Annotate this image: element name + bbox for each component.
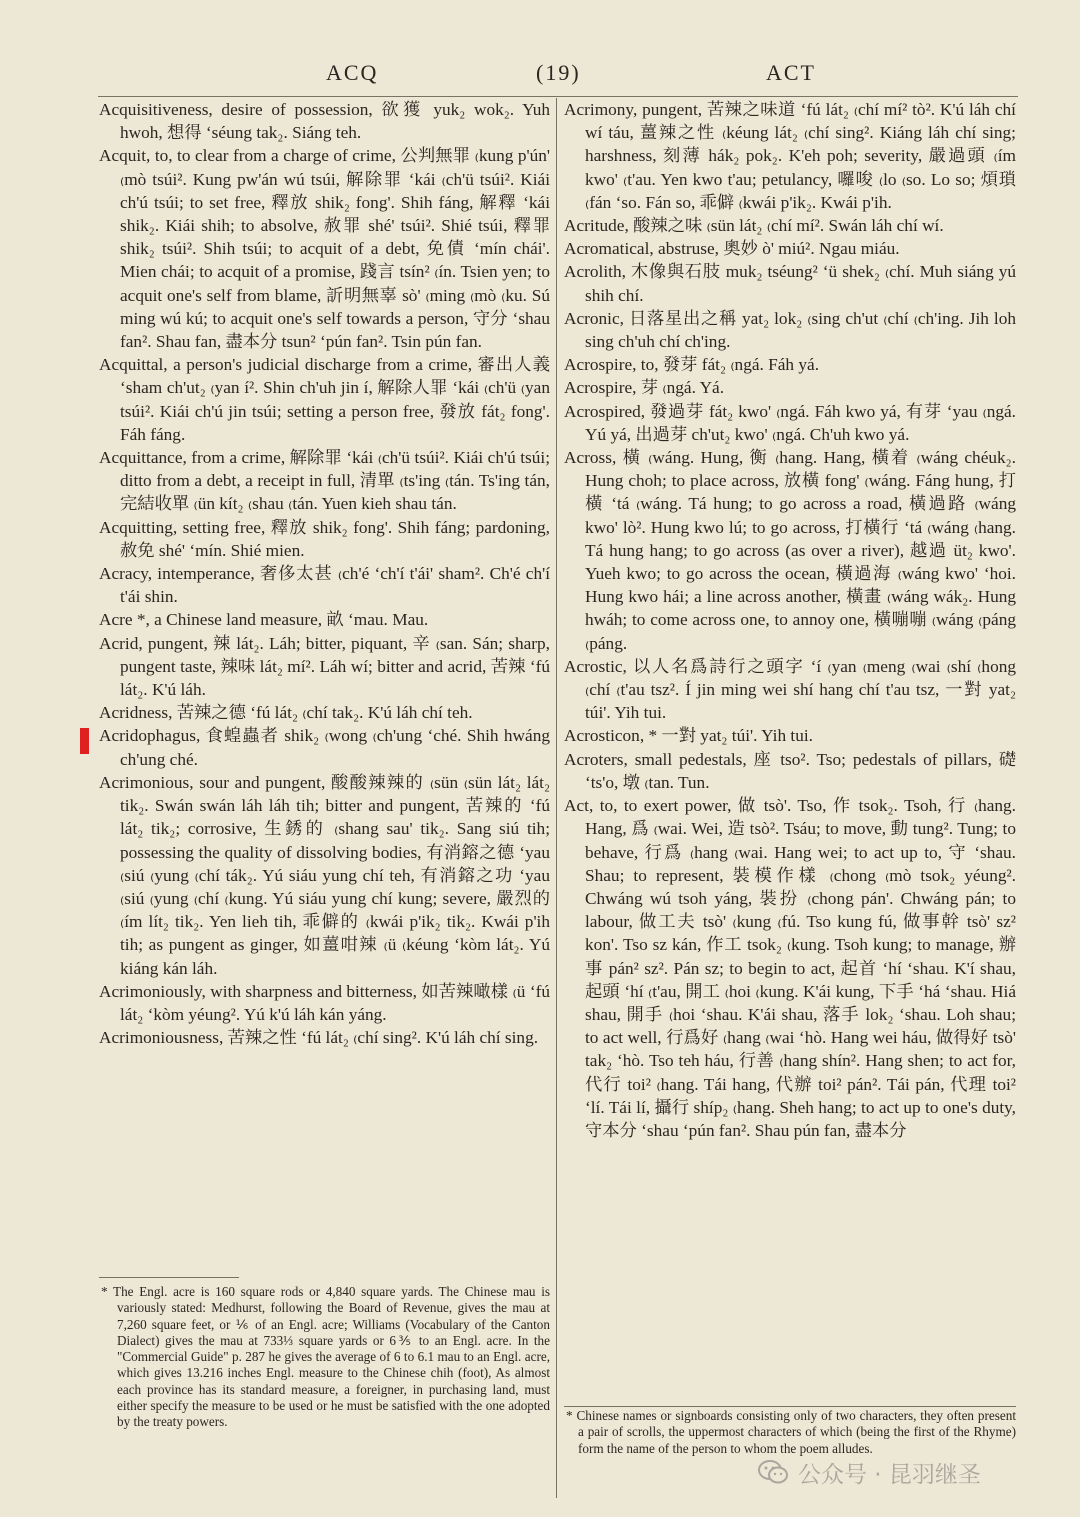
entry-acquittal: Acquittal, a person's judicial discharge from a crime, 審出人義 ʻsham ch'ut₂ ₍yan í². Shin ch'uh jin í, 解除人罪 ʻkái ₍ch'ü ₍yan tsúi². Kiái ch'ú jin tsúi; setting a person free, 發放 fát₂ fong'. Fáh fáng. xyxy=(99,355,550,444)
entry-acquitting: Acquitting, setting free, 釋放 shik₂ fong'. Shih fáng; pardoning, 赦免 shé' ʻmín. Shié mien. xyxy=(99,517,550,560)
entry-acrospired: Acrospired, 發過芽 fát₂ kwo' ₍ngá. Fáh kwo yá, 有芽 ʻyau ₍ngá. Yú yá, 出過芽 ch'ut₂ kwo' ₍ngá. Ch'uh kwo yá. xyxy=(564,401,1016,444)
watermark-text: 公众号 · 昆羽继圣 xyxy=(798,1461,981,1488)
footnote-acre: * The Engl. acre is 160 square rods or 4,840 square yards. The Chinese mau is variously stated: Medhurst, following the Board of Revenue, gives the mau at 7,260 square feet, or ⅙ of an Engl. acre; Williams (Vocabulary of the Canton Dialect) gives the mau at 733⅓ square yards or 6⅗ to an Engl. acre. In the "Commercial Guide" p. 287 he gives the average of 6 to 6.1 mau to an Engl. acre, which gives 13.216 inches Engl. measure to the Chinese chih (foot), As almost each province has its standard measure, a foreigner, in purchasing land, must either specify the measure to be used or he must be satisfied with the one adopted by the treaty powers. xyxy=(101,1284,550,1430)
entry-acrolith: Acrolith, 木像與石肢 muk₂ tséung² ʻü shek₂ ₍chí. Muh siáng yú shih chí. xyxy=(564,262,1016,305)
entry-acquittance: Acquittance, from a crime, 解除罪 ʻkái ₍ch'ü tsúi². Kiái ch'ú tsúi; ditto from a debt, a receipt in full, 清單 ₍ts'ing ₍tán. Ts'ing tán, 完結收單 ₍ün kít₂ ₍shau ₍tán. Yuen kieh shau tán. xyxy=(99,448,550,514)
entry-acridophagus: Acridophagus, 食蝗蟲者 shik₂ ₍wong ₍ch'ung ʻché. Shih hwáng ch'ung ché. xyxy=(99,726,550,769)
entry-acrimoniously: Acrimoniously, with sharpness and bitterness, 如苦辣噉樣 ₍ü ʻfú lát₂ ʻkòm yéung². Yú k'ú láh kán yáng. xyxy=(99,981,550,1024)
entry-across: Across, 橫 ₍wáng. Hung, 衡 ₍hang. Hang, 橫着 ₍wáng chéuk₂. Hung choh; to place across, 放橫 fong' ₍wáng. Fáng hung, 打橫 ʻtá ₍wáng. Tá hung; to go across a road, 橫過路 ₍wáng kwo' lò². Hung kwo lú; to go across, 打橫行 ʻtá ₍wáng ₍hang. Tá hung hang; to go across (as over a river), 越過 üt₂ kwo'. Yueh kwo; to go across the ocean, 橫過海 ₍wáng kwo' ʻhoi. Hung kwo hái; a line across another, 橫畫 ₍wáng wák₂. Hung hwáh; to come across one, to annoy one, 橫嘣嘣 ₍wáng ₍páng ₍páng. xyxy=(564,448,1016,653)
entry-acrospire-verb: Acrospire, to, 發芽 fát₂ ₍ngá. Fáh yá. xyxy=(564,355,820,375)
entry-acrimony: Acrimony, pungent, 苦辣之味道 ʻfú lát₂ ₍chí mí² tò². K'ú láh chí wí táu, 薑辣之性 ₍kéung lát₂ ₍chí sing². Kiáng láh chí sing; harshness, 刻薄 hák₂ pok₂. K'eh poh; severity, 嚴過頭 ₍ím kwo' ₍t'au. Yen kwo t'au; petulancy, 囉唆 ₍lo ₍so. Lo so; 煩瑣 ₍fán ʻso. Fán so, 乖僻 ₍kwái p'ik₂. Kwái p'ih. xyxy=(564,100,1016,212)
header-left-guide-word: ACQ xyxy=(326,60,379,85)
entry-acridness: Acridness, 苦辣之德 ʻfú lát₂ ₍chí tak₂. K'ú láh chí teh. xyxy=(99,703,473,723)
footnote-rule-left xyxy=(99,1277,239,1278)
highlight-marker xyxy=(80,728,89,754)
entry-acre: Acre *, a Chinese land measure, 畝 ʻmau. Mau. xyxy=(99,610,429,630)
column-divider xyxy=(556,98,557,1498)
left-column xyxy=(99,98,550,1268)
entry-acrid: Acrid, pungent, 辣 lát₂. Láh; bitter, piquant, 辛 ₍san. Sán; sharp, pungent taste, 辣味 lát₂ mí². Láh wí; bitter and acrid, 苦辣 ʻfú lát₂. K'ú láh. xyxy=(99,633,550,700)
entry-acrospire: Acrospire, 芽 ₍ngá. Yá. xyxy=(564,378,725,398)
page-number: (19) xyxy=(536,60,581,85)
header-right-guide-word: ACT xyxy=(766,60,816,85)
entry-acrimoniousness: Acrimoniousness, 苦辣之性 ʻfú lát₂ ₍chí sing². K'ú láh chí sing. xyxy=(99,1028,539,1048)
entry-acquisitiveness: Acquisitiveness, desire of possession, 欲獲 yuk₂ wok₂. Yuh hwoh, 想得 ʻséung tak₂. Siáng teh. xyxy=(99,100,550,143)
footnote-acrosticon: * Chinese names or signboards consisting only of two characters, they often present a pair of scrolls, the uppermost characters of which (being the first of the Rhyme) form the name of the person to whom the poem alludes. xyxy=(566,1408,1016,1456)
entry-acritude: Acritude, 酸辣之味 ₍sün lát₂ ₍chí mí². Swán láh chí wí. xyxy=(564,216,944,236)
watermark xyxy=(758,1454,1058,1490)
entry-acromatical: Acromatical, abstruse, 奧妙 ò' miú². Ngau miáu. xyxy=(564,239,900,259)
entry-acracy: Acracy, intemperance, 奢侈太甚 ₍ch'é ʻch'í t'ái' sham². Ch'é ch'í t'ái shin. xyxy=(99,564,550,607)
entry-acquit: Acquit, to, to clear from a charge of crime, 公判無罪 ₍kung p'ún' ₍mò tsúi². Kung pw'án wú tsúi, 解除罪 ʻkái ₍ch'ü tsúi². Kiái ch'ú tsúi; to set free, 釋放 shik₂ fong'. Shih fáng, 解釋 ʻkái shik₂. Kiái shih; to absolve, 赦罪 shé' tsúi². Shié tsúi, 釋罪 shik₂ tsúi². Shih tsúi; to acquit of a debt, 免債 ʻmín chái'. Mien chái; to acquit of a promise, 踐言 tsín² ₍ín. Tsien yen; to acquit one's self from blame, 訢明無辜 sò' ₍ming ₍mò ₍ku. Sú ming wú kú; to acquit one's self towards a person, 守分 ʻshau fan². Shau fan, 盡本分 tsun² ʻpún fan². Tsin pún fan. xyxy=(99,146,550,352)
wechat-icon xyxy=(758,1459,788,1485)
header-rule xyxy=(98,96,1018,97)
entry-acronic: Acronic, 日落星出之稱 yat₂ lok₂ ₍sing ch'ut ₍chí ₍ch'ing. Jih loh sing ch'uh chí ch'ing. xyxy=(564,308,1016,352)
footnote-rule-right xyxy=(564,1406,1016,1407)
entry-act: Act, to, to exert power, 做 tsò'. Tso, 作 tsok₂. Tsoh, 行 ₍hang. Hang, 爲 ₍wai. Wei, 造 tsò². Tsáu; to move, 動 tung². Tung; to behave, 行爲 ₍hang ₍wai. Hang wei; to act up to, 守 ʻshau. Shau; to represent, 裝模作樣 ₍chong ₍mò tsok₂ yéung². Chwáng wú tsoh yáng, 裝扮 ₍chong pán'. Chwáng pán; to labour, 做工夫 tsò' ₍kung ₍fú. Tso kung fú, 做事幹 tsò' sz² kon'. Tso sz kán, 作工 tsok₂ ₍kung. Tsoh kung; to manage, 辦事 pán² sz². Pán sz; to begin to act, 起首 ʻhí ʻshau. K'í shau, 起頭 ʻhí ₍t'au, 開工 ₍hoi ₍kung. K'ái kung, 下手 ʻhá ʻshau. Hiá shau, 開手 ₍hoi ʻshau. K'ái shau, 落手 lok₂ ʻshau. Loh shau; to act well, 行爲好 ₍hang ₍wai ʻhò. Hang wei háu, 做得好 tsò' tak₂ ʻhò. Tso teh háu, 行善 ₍hang shín². Hang shen; to act for, 代行 toi² ₍hang. Tái hang, 代辦 toi² pán². Tái pán, 代理 toi² ʻlí. Tái lí, 攝行 shíp₂ ₍hang. Sheh hang; to act up to one's duty, 守本分 ʻshau ʻpún fan². Shau pún fan, 盡本分 xyxy=(564,796,1016,1140)
entry-acrosticon: Acrosticon, * 一對 yat₂ túi'. Yih tui. xyxy=(564,726,813,746)
entry-acrostic: Acrostic, 以人名爲詩行之頭字 ʻí ₍yan ₍meng ₍wai ₍shí ₍hong ₍chí ₍t'au tsz². Í jin ming wei shí hang chí t'au tsz, 一對 yat₂ túi'. Yih tui. xyxy=(564,656,1016,723)
page-header xyxy=(98,60,1018,90)
entry-acroters: Acroters, small pedestals, 座 tso². Tso; pedestals of pillars, 礎 ʻts'o, 墩 ₍tan. Tun. xyxy=(564,749,1016,792)
entry-acrimonious: Acrimonious, sour and pungent, 酸酸辣辣的 ₍sün ₍sün lát₂ lát₂ tik₂. Swán swán láh láh tih; bitter and pungent, 苦辣的 ʻfú lát₂ tik₂; corrosive, 生銹的 ₍shang sau' tik₂. Sang siú tih; possessing the quality of dissolving bodies, 有消鎔之德 ʻyau ₍siú ₍yung ₍chí ták₂. Yú siáu yung chí teh, 有消鎔之功 ʻyau ₍siú ₍yung ₍chí ₍kung. Yú siáu yung chí kung; severe, 嚴烈的 ₍ím lít₂ tik₂. Yen lieh tih, 乖僻的 ₍kwái p'ik₂ tik₂. Kwái p'ih tih; as pungent as ginger, 如薑咁辣 ₍ü ₍kéung ʻkòm lát₂. Yú kiáng kán láh. xyxy=(99,772,550,978)
right-column xyxy=(564,98,1016,1404)
